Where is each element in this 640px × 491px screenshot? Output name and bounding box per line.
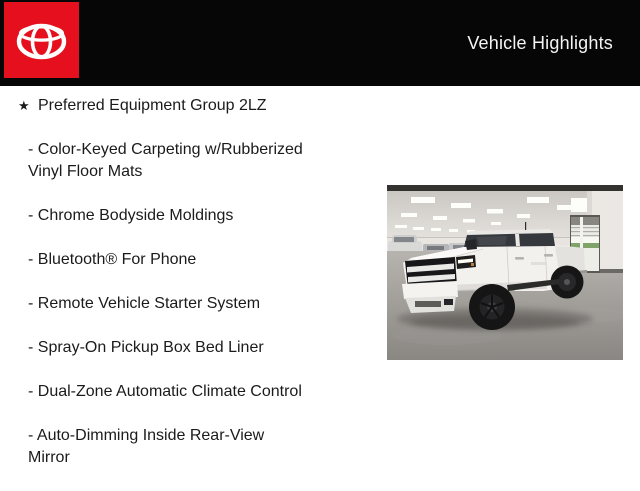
- vehicle-highlights-list: [0, 86, 384, 491]
- feature-line: Mirror: [28, 449, 70, 466]
- feature-item: [18, 249, 384, 271]
- page-title: Vehicle Highlights: [467, 32, 613, 53]
- truck-windows: [464, 233, 555, 247]
- feature-line: - Color-Keyed Carpeting w/Rubberized: [28, 141, 303, 158]
- feature-item: [18, 139, 384, 183]
- feature-item: [18, 337, 384, 359]
- star-bullet-icon: ★: [18, 98, 30, 113]
- header-bar: [0, 0, 640, 86]
- feature-item: [18, 293, 384, 315]
- feature-line: - Remote Vehicle Starter System: [28, 295, 261, 312]
- feature-item: [18, 381, 384, 403]
- feature-item: [18, 425, 384, 469]
- feature-line: Vinyl Floor Mats: [28, 163, 143, 180]
- vehicle-photo: [387, 185, 623, 360]
- front-wheel: [469, 284, 515, 330]
- feature-line: - Chrome Bodyside Moldings: [28, 207, 234, 224]
- ceiling-dark-strip: [387, 185, 623, 191]
- door-handle: [515, 257, 524, 260]
- feature-line: - Spray-On Pickup Box Bed Liner: [28, 339, 264, 356]
- equipment-group-line: [18, 95, 384, 117]
- feature-line: - Auto-Dimming Inside Rear-View: [28, 427, 265, 444]
- truck-antenna: [525, 222, 526, 230]
- toyota-logo: [4, 2, 79, 78]
- equipment-group-label: Preferred Equipment Group 2LZ: [38, 97, 267, 114]
- door-handle: [544, 254, 553, 257]
- feature-line: - Dual-Zone Automatic Climate Control: [28, 383, 302, 400]
- feature-line: - Bluetooth® For Phone: [28, 251, 197, 268]
- feature-item: [18, 205, 384, 227]
